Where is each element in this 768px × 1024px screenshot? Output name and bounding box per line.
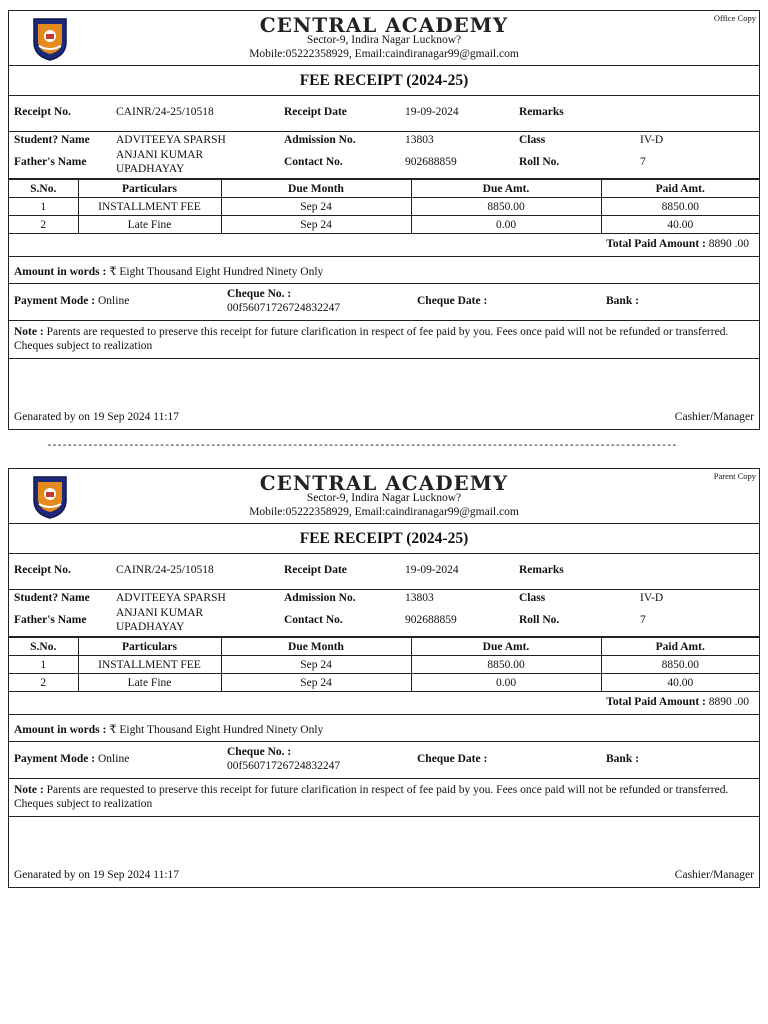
cheque-date-label: Cheque Date : [417, 295, 488, 307]
cell-sno: 1 [9, 656, 78, 674]
col-sno: S.No. [9, 638, 78, 656]
student-name-value: ADVITEEYA SPARSH [116, 592, 226, 604]
student-info-row [9, 132, 759, 179]
admission-no-label: Admission No. [284, 592, 356, 604]
father-name-line1: ANJANI KUMAR [116, 607, 204, 619]
table-header-row [9, 180, 759, 198]
cell-paid-amt: 40.00 [601, 674, 759, 692]
contact-no-value: 902688859 [405, 156, 457, 168]
cheque-no-label: Cheque No. : [227, 746, 292, 758]
note [14, 325, 739, 353]
note-text: Parents are requested to preserve this receipt for future clarification in respect of fee paid by you. Fees once paid will not be refunded or transferred. Cheques subject to realization [14, 326, 729, 352]
roll-no-label: Roll No. [519, 614, 560, 626]
student-name-label: Student? Name [14, 134, 90, 146]
school-name: CENTRAL ACADEMY [259, 13, 509, 37]
cheque-date-label: Cheque Date : [417, 753, 488, 765]
cell-due-amt: 8850.00 [411, 198, 601, 216]
admission-no-value: 13803 [405, 592, 434, 604]
note-row [9, 321, 759, 359]
col-due-month: Due Month [221, 180, 411, 198]
receipt-date-label: Receipt Date [284, 564, 347, 576]
amount-words-value: ₹ Eight Thousand Eight Hundred Ninety Only [109, 266, 324, 278]
cheque-no-value: 00f56071726724832247 [227, 302, 341, 314]
father-name-line2: UPADHAYAY [116, 621, 185, 633]
father-name-line2: UPADHAYAY [116, 163, 185, 175]
father-name-label: Father's Name [14, 614, 87, 626]
receipt-no-label: Receipt No. [14, 106, 71, 118]
col-due-amt: Due Amt. [411, 638, 601, 656]
generated-by: Genarated by on 19 Sep 2024 11:17 [14, 411, 180, 423]
amount-words-row [9, 257, 759, 284]
total-label: Total Paid Amount : [606, 696, 706, 708]
roll-no-value: 7 [640, 156, 646, 168]
total-row [9, 691, 759, 715]
note-label: Note : [14, 326, 44, 338]
payment-mode-label: Payment Mode : [14, 295, 96, 307]
col-sno: S.No. [9, 180, 78, 198]
roll-no-label: Roll No. [519, 156, 560, 168]
cell-particulars: INSTALLMENT FEE [78, 656, 221, 674]
student-name-value: ADVITEEYA SPARSH [116, 134, 226, 146]
school-address: Sector-9, Indira Nagar Lucknow? [306, 492, 462, 504]
note-label: Note : [14, 784, 44, 796]
receipt-title: FEE RECEIPT (2024-25) [299, 530, 469, 547]
receipt-no-label: Receipt No. [14, 564, 71, 576]
class-label: Class [519, 134, 546, 146]
student-info-row [9, 590, 759, 637]
total-label: Total Paid Amount : [606, 238, 706, 250]
cell-sno: 1 [9, 198, 78, 216]
payment-row [9, 284, 759, 321]
contact-no-value: 902688859 [405, 614, 457, 626]
school-name: CENTRAL ACADEMY [259, 471, 509, 495]
school-address: Sector-9, Indira Nagar Lucknow? [306, 34, 462, 46]
cell-particulars: Late Fine [78, 674, 221, 692]
bank-label: Bank : [606, 753, 639, 765]
admission-no-label: Admission No. [284, 134, 356, 146]
receipt-no-value: CAINR/24-25/10518 [116, 106, 214, 118]
payment-mode [14, 295, 129, 307]
col-particulars: Particulars [78, 180, 221, 198]
table-header-row [9, 638, 759, 656]
cell-sno: 2 [9, 674, 78, 692]
total-amount [606, 238, 749, 250]
school-contact: Mobile:05222358929, Email:caindiranagar99@gmail.com [249, 48, 519, 60]
roll-no-value: 7 [640, 614, 646, 626]
cell-paid-amt: 8850.00 [601, 198, 759, 216]
signature-label: Cashier/Manager [674, 411, 754, 423]
cell-due-month: Sep 24 [221, 198, 411, 216]
cut-line-separator: --------------------------------------------------------------------------------------------------------------------------- [46, 438, 677, 451]
total-value: 8890 .00 [708, 238, 749, 250]
fee-table [9, 637, 759, 692]
payment-row [9, 742, 759, 779]
father-name-label: Father's Name [14, 156, 87, 168]
receipt-date-value: 19-09-2024 [405, 564, 459, 576]
col-particulars: Particulars [78, 638, 221, 656]
cell-particulars: INSTALLMENT FEE [78, 198, 221, 216]
remarks-label: Remarks [519, 564, 564, 576]
cheque-no-label: Cheque No. : [227, 288, 292, 300]
remarks-label: Remarks [519, 106, 564, 118]
receipt-title-row [9, 524, 759, 554]
receipt-header [9, 469, 759, 524]
receipt-title: FEE RECEIPT (2024-25) [299, 72, 469, 89]
table-row [9, 656, 759, 674]
receipt-info-row [9, 96, 759, 132]
col-due-month: Due Month [221, 638, 411, 656]
signature-label: Cashier/Manager [674, 869, 754, 881]
receipt-date-value: 19-09-2024 [405, 106, 459, 118]
cell-due-month: Sep 24 [221, 674, 411, 692]
payment-mode [14, 753, 129, 765]
generated-by: Genarated by on 19 Sep 2024 11:17 [14, 869, 180, 881]
cheque-no-value: 00f56071726724832247 [227, 760, 341, 772]
bank-label: Bank : [606, 295, 639, 307]
note [14, 783, 739, 811]
receipt-no-value: CAINR/24-25/10518 [116, 564, 214, 576]
amount-words-value: ₹ Eight Thousand Eight Hundred Ninety Only [109, 724, 324, 736]
class-value: IV-D [640, 592, 664, 604]
contact-no-label: Contact No. [284, 614, 343, 626]
col-paid-amt: Paid Amt. [601, 180, 759, 198]
cell-due-amt: 8850.00 [411, 656, 601, 674]
class-label: Class [519, 592, 546, 604]
table-row [9, 198, 759, 216]
copy-label: Parent Copy [713, 471, 756, 481]
note-row [9, 779, 759, 817]
amount-words [14, 722, 323, 736]
admission-no-value: 13803 [405, 134, 434, 146]
cell-paid-amt: 40.00 [601, 216, 759, 234]
copy-label: Office Copy [713, 13, 756, 23]
cell-particulars: Late Fine [78, 216, 221, 234]
payment-mode-label: Payment Mode : [14, 753, 96, 765]
cell-sno: 2 [9, 216, 78, 234]
class-value: IV-D [640, 134, 664, 146]
col-paid-amt: Paid Amt. [601, 638, 759, 656]
cell-due-month: Sep 24 [221, 656, 411, 674]
receipt-info-row [9, 554, 759, 590]
cell-due-amt: 0.00 [411, 216, 601, 234]
amount-words-row [9, 715, 759, 742]
fee-table [9, 179, 759, 234]
total-value: 8890 .00 [708, 696, 749, 708]
father-name-line1: ANJANI KUMAR [116, 149, 204, 161]
cell-due-month: Sep 24 [221, 216, 411, 234]
amount-words-label: Amount in words : [14, 724, 107, 736]
col-due-amt: Due Amt. [411, 180, 601, 198]
cell-due-amt: 0.00 [411, 674, 601, 692]
amount-words [14, 264, 323, 278]
receipt-date-label: Receipt Date [284, 106, 347, 118]
student-name-label: Student? Name [14, 592, 90, 604]
table-row [9, 674, 759, 692]
school-contact: Mobile:05222358929, Email:caindiranagar99@gmail.com [249, 506, 519, 518]
receipt-header [9, 11, 759, 66]
receipt-office-copy [8, 10, 760, 430]
note-text: Parents are requested to preserve this receipt for future clarification in respect of fee paid by you. Fees once paid will not be refunded or transferred. Cheques subject to realization [14, 784, 729, 810]
payment-mode-value: Online [98, 753, 130, 765]
table-row [9, 216, 759, 234]
total-amount [606, 696, 749, 708]
cell-paid-amt: 8850.00 [601, 656, 759, 674]
contact-no-label: Contact No. [284, 156, 343, 168]
receipt-parent-copy [8, 468, 760, 888]
receipt-title-row [9, 66, 759, 96]
amount-words-label: Amount in words : [14, 266, 107, 278]
payment-mode-value: Online [98, 295, 130, 307]
total-row [9, 233, 759, 257]
